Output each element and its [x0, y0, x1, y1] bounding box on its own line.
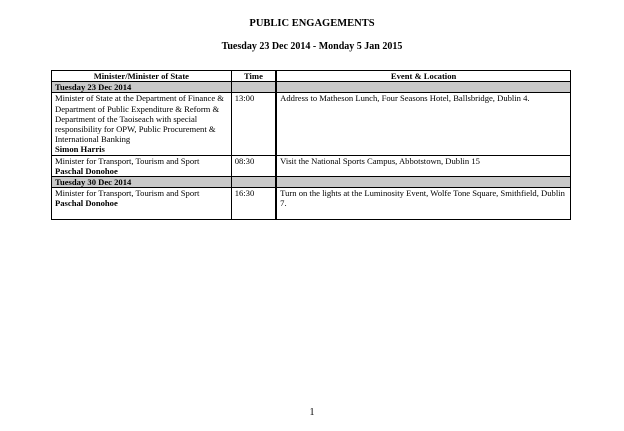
minister-cell — [52, 93, 232, 155]
minister-cell — [52, 188, 232, 220]
table-row — [52, 93, 571, 155]
event-cell: Address to Matheson Lunch, Four Seasons Hotel, Ballsbridge, Dublin 4. — [276, 93, 570, 155]
date-spacer — [231, 82, 276, 93]
time-cell: 08:30 — [231, 155, 276, 176]
event-cell: Visit the National Sports Campus, Abbotstown, Dublin 15 — [276, 155, 570, 176]
document-subtitle: Tuesday 23 Dec 2014 - Monday 5 Jan 2015 — [221, 41, 403, 52]
date-cell: Tuesday 30 Dec 2014 — [52, 177, 232, 188]
document-title: PUBLIC ENGAGEMENTS — [249, 18, 375, 29]
header-time: Time — [231, 71, 276, 82]
date-cell: Tuesday 23 Dec 2014 — [52, 82, 232, 93]
date-spacer — [276, 177, 570, 188]
minister-role: Minister for Transport, Tourism and Sport — [55, 155, 200, 166]
table-row — [52, 188, 571, 220]
event-cell: Turn on the lights at the Luminosity Event, Wolfe Tone Square, Smithfield, Dublin 7. — [276, 188, 570, 220]
minister-role: Minister of State at the Department of Finance & Department of Public Expenditure & Reform & Department of the Taoiseach with special responsibility for OPW, Public Procurement & International Banking — [55, 93, 224, 145]
date-spacer — [276, 82, 570, 93]
date-row — [52, 177, 571, 188]
header-event: Event & Location — [276, 71, 570, 82]
minister-role: Minister for Transport, Tourism and Sport — [55, 188, 200, 199]
table-row — [52, 155, 571, 176]
minister-name: Paschal Donohoe — [55, 165, 118, 176]
minister-cell — [52, 155, 232, 176]
page-number: 1 — [309, 407, 315, 418]
minister-name: Simon Harris — [55, 144, 105, 155]
time-cell: 13:00 — [231, 93, 276, 155]
header-minister: Minister/Minister of State — [52, 71, 232, 82]
date-spacer — [231, 177, 276, 188]
time-cell: 16:30 — [231, 188, 276, 220]
engagements-table — [51, 70, 571, 220]
date-row — [52, 82, 571, 93]
minister-name: Paschal Donohoe — [55, 198, 118, 209]
table-header-row — [52, 71, 571, 82]
